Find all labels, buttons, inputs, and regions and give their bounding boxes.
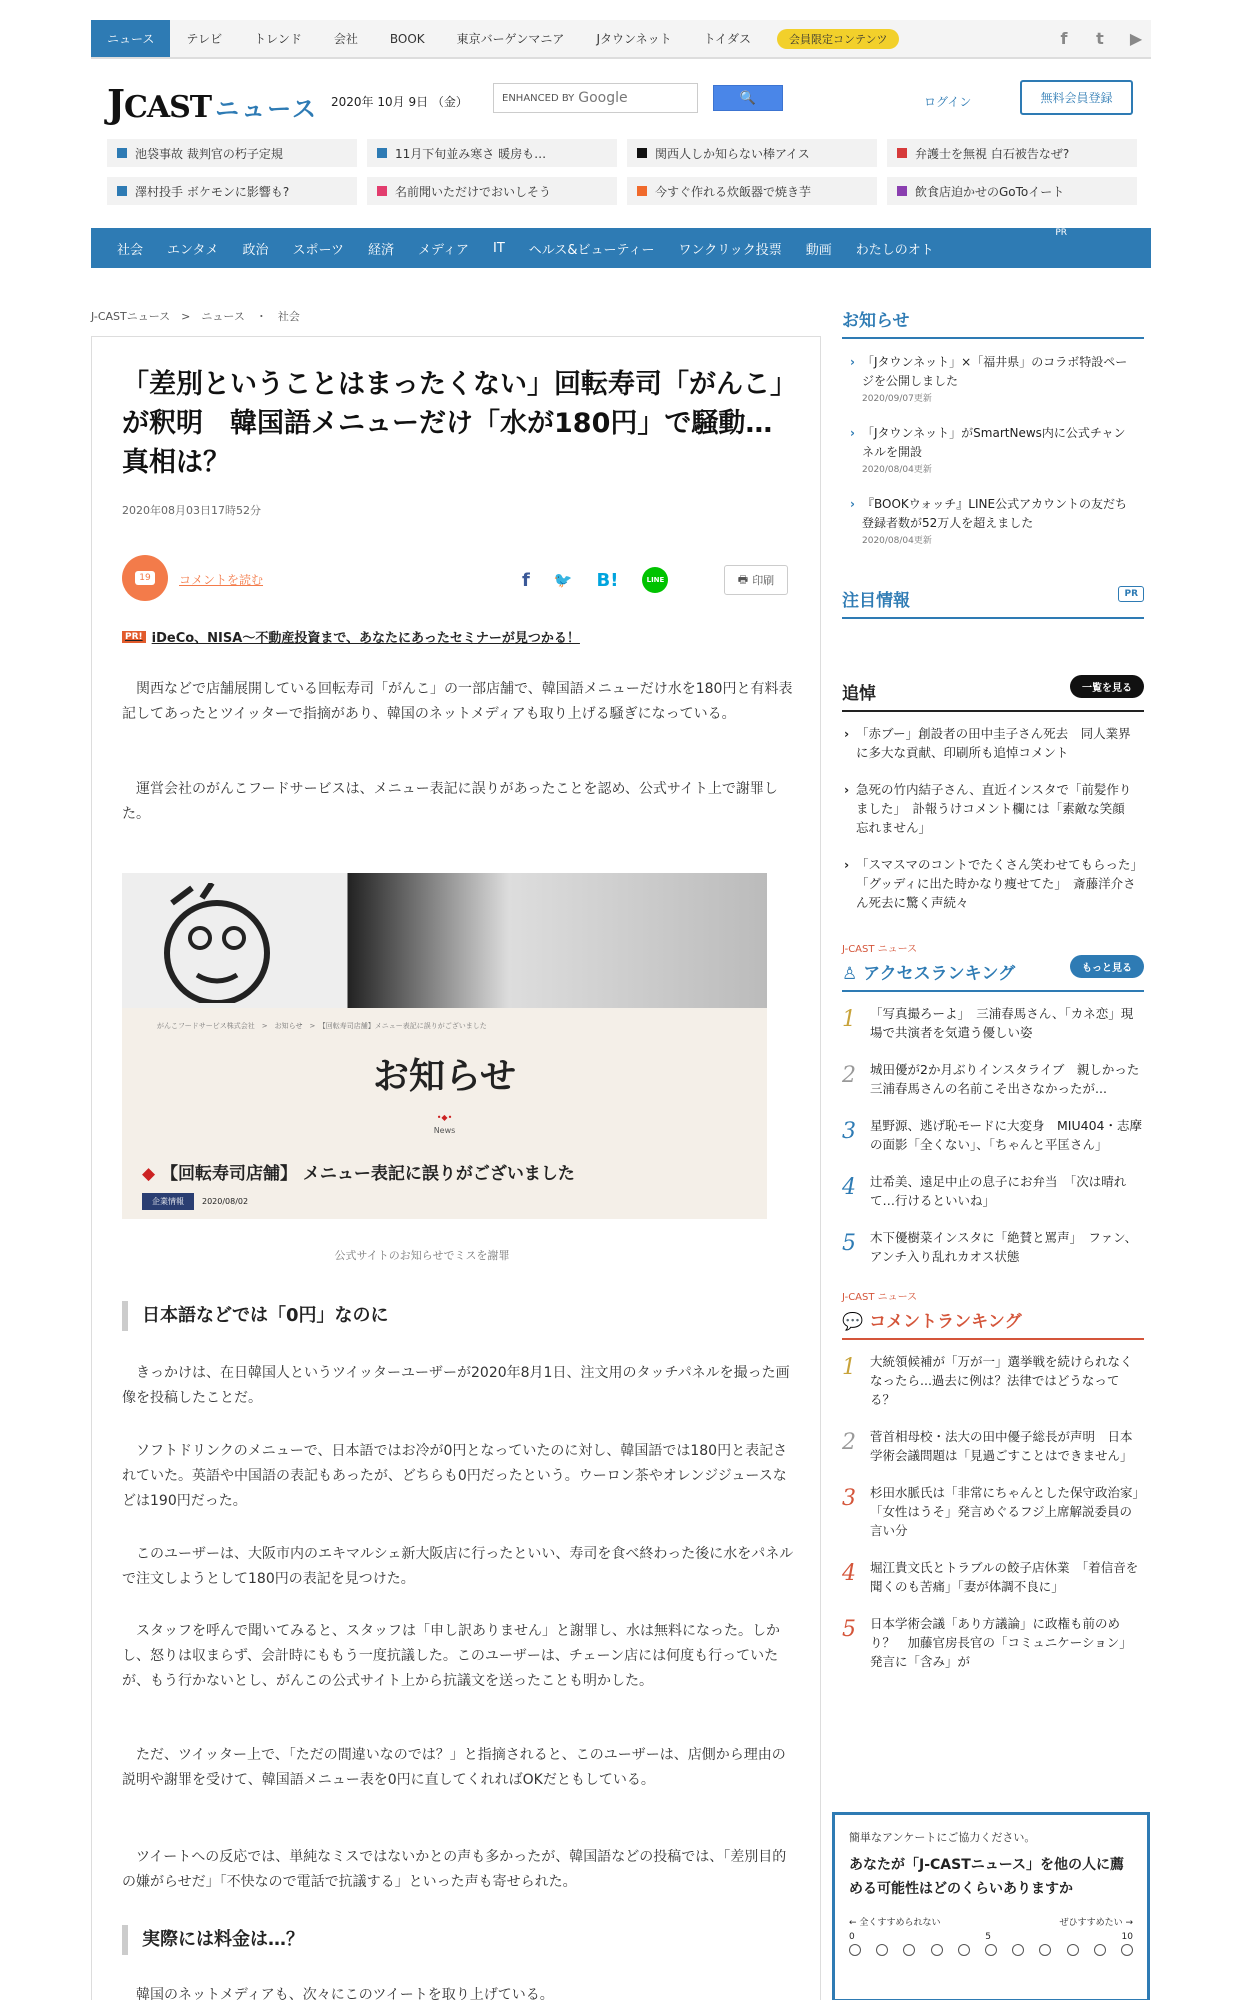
- paragraph-7: ただ、ツイッター上で、「ただの間違いなのでは？」と指摘されると、このユーザーは、店側から理由の説明や謝罪を受けて、韓国語メニュー表を0円に直してくれればOKだともしている。: [122, 1747, 786, 1788]
- access-ranking-list: [842, 1004, 1144, 1266]
- access-title: アクセスランキング: [863, 964, 1016, 984]
- category-5[interactable]: メディア: [418, 242, 469, 258]
- category-nav: [91, 228, 1151, 268]
- site-header: [91, 59, 1151, 139]
- read-comments-link[interactable]: コメントを読む: [179, 573, 264, 587]
- comments-rank-item[interactable]: [842, 1427, 1142, 1465]
- article-date: 2020年08月03日17時52分: [122, 504, 261, 517]
- hot-link-marker-icon: [117, 186, 127, 196]
- top-tab-2[interactable]: トレンド: [254, 32, 302, 46]
- hot-link-4[interactable]: [107, 177, 357, 205]
- notice-date: 2020/08/04更新: [862, 465, 932, 475]
- survey-high-label: ぜひすすめたい →: [1059, 1918, 1133, 1928]
- access-rank-item[interactable]: [842, 1172, 1142, 1210]
- hot-link-text: 関西人しか知らない棒アイス: [655, 146, 810, 161]
- rank-text: 「写真撮ろーよ」 三浦春馬さん、「カネ恋」現場で共演者を気遣う優しい姿: [870, 1006, 1134, 1040]
- featured-pr-badge: PR: [1118, 586, 1144, 602]
- logo-news: ニュース: [215, 95, 318, 123]
- search-input[interactable]: [493, 83, 698, 113]
- hot-link-text: 今すぐ作れる炊飯器で焼き芋: [655, 184, 812, 199]
- image-date: 2020/08/02: [202, 1197, 249, 1206]
- image-tag-row: [142, 1193, 248, 1210]
- survey-radio-3[interactable]: [931, 1944, 943, 1956]
- obituary-item[interactable]: › 「赤ブー」創設者の田中圭子さん死去 同人業界に多大な貢献、印刷所も追悼コメント: [842, 724, 1137, 762]
- survey-radio-5[interactable]: [985, 1944, 997, 1956]
- face-illustration: [142, 883, 292, 1003]
- notice-text: › 「Jタウンネット」×「福井県」のコラボ特設ページを公開しました: [852, 353, 1137, 391]
- notice-text: › 「Jタウンネット」がSmartNews内に公式チャンネルを開設: [852, 424, 1137, 462]
- top-tab-7[interactable]: トイダス: [703, 32, 752, 46]
- hot-link-marker-icon: [117, 148, 127, 158]
- rank-number: 1: [842, 1007, 856, 1032]
- social-links: [1055, 20, 1151, 57]
- image-category-tag: 企業情報: [142, 1193, 194, 1210]
- notice-date: 2020/08/04更新: [862, 536, 932, 546]
- category-9[interactable]: 動画: [805, 242, 832, 258]
- category-8[interactable]: ワンクリック投票: [678, 242, 782, 258]
- diamond-icon: ◆: [142, 1164, 156, 1184]
- survey-scale-labels: [849, 1915, 1133, 1928]
- top-tab-4[interactable]: BOOK: [389, 31, 425, 46]
- access-rank-item[interactable]: [842, 1116, 1142, 1154]
- rank-text: 菅首相母校・法大の田中優子総長が声明 日本学術会議問題は「見過ごすことはできません」: [870, 1429, 1133, 1463]
- access-more-button[interactable]: もっと見る: [1070, 955, 1144, 978]
- comments-rank-item[interactable]: [842, 1483, 1142, 1540]
- survey-0: 0: [849, 1932, 855, 1942]
- survey-box: [832, 1812, 1150, 2000]
- breadcrumb[interactable]: J-CASTニュース > ニュース ・ 社会: [91, 310, 300, 323]
- obituary-item[interactable]: › 「スマスマのコントでたくさん笑わせてもらった」「グッディに出た時かなり痩せてた」 斎藤洋介さん死去に驚く声続々: [842, 855, 1137, 912]
- rank-number: 1: [842, 1355, 856, 1380]
- rank-text: 堀江貴文氏とトラブルの餃子店休業 「着信音を聞くのも苦痛」「妻が体調不良に」: [870, 1560, 1139, 1594]
- paragraph-6: スタッフを呼んで聞いてみると、スタッフは「申し訳ありません」と謝罪し、水は無料になった。しかし、怒りは収まらず、会計時にももう一度抗議した。このユーザーは、チェーン店には何度も行っていたが、もう行かないとし、がんこの公式サイト上から抗議文を送ったことも明かした。: [122, 1623, 780, 1689]
- notice-text: › 『BOOKウォッチ』LINE公式アカウントの友だち登録者数が52万人を超えました: [852, 495, 1137, 533]
- twitter-icon[interactable]: t: [1096, 29, 1104, 48]
- google-label: Google: [578, 90, 628, 106]
- rank-text: 大統領候補が「万が一」選挙戦を続けられなくなったら...過去に例は？法律ではどうなってる？: [870, 1354, 1133, 1407]
- survey-radio-8[interactable]: [1067, 1944, 1079, 1956]
- hot-link-text: 池袋事故 裁判官の朽子定規: [135, 146, 283, 161]
- image-headline-text: 【回転寿司店舗】 メニュー表記に誤りがございました: [161, 1164, 575, 1184]
- image-news-label: News: [433, 1126, 456, 1135]
- rank-number: 5: [842, 1231, 856, 1256]
- hot-link-text: 名前聞いただけでおいしそう: [395, 184, 552, 199]
- subheading-1: 日本語などでは「0円」なのに: [122, 1301, 782, 1331]
- twitter-share-icon[interactable]: 🐦: [553, 571, 573, 589]
- rank-text: 杉田水脈氏は「非常にちゃんとした保守政治家」「女性はうそ」発言めぐるフジ上席解説委員の言い分: [870, 1485, 1139, 1538]
- hot-link-3[interactable]: [887, 139, 1137, 167]
- image-ornament: •◆•: [436, 1113, 453, 1122]
- facebook-icon[interactable]: f: [1060, 29, 1068, 48]
- rank-number: 4: [842, 1175, 856, 1200]
- survey-radio-2[interactable]: [903, 1944, 915, 1956]
- image-title: お知らせ: [373, 1055, 516, 1097]
- survey-intro: 簡単なアンケートにご協力ください。: [849, 1831, 1036, 1844]
- notice-item[interactable]: [842, 424, 1144, 475]
- paragraph-3: きっかけは、在日韓国人というツイッターユーザーが2020年8月1日、注文用のタッチパネルを撮った画像を投稿したことだ。: [122, 1365, 790, 1406]
- survey-radio-0[interactable]: [849, 1944, 861, 1956]
- image-breadcrumb: がんこフードサービス株式会社 > お知らせ > 【回転寿司店舗】メニュー表記に誤りがございました: [157, 1022, 487, 1030]
- comment-ranking-list: [842, 1352, 1144, 1671]
- paragraph-4: ソフトドリンクのメニューで、日本語ではお冷が0円となっていたのに対し、韓国語では180円と表記されていた。英語や中国語の表記もあったが、どちらも0円だったという。ウーロン茶やオレンジジュースなどは190円だった。: [122, 1443, 788, 1509]
- rank-number: 3: [842, 1119, 856, 1144]
- rank-text: 辻希美、遠足中止の息子にお弁当 「次は晴れて…行けるといいね」: [870, 1174, 1127, 1208]
- current-date: 2020年 10月 9日 （金）: [331, 95, 468, 109]
- pr-tag: PR!: [122, 631, 146, 643]
- logo-cast: CAST: [123, 90, 212, 125]
- obituary-list: [842, 724, 1144, 912]
- obituary-item[interactable]: › 急死の竹内結子さん、直近インスタで「前髪作りました」 訃報うけコメント欄には「素敵な笑顔 忘れません」: [842, 780, 1137, 837]
- login-link[interactable]: ログイン: [924, 95, 972, 109]
- survey-5: 5: [985, 1932, 991, 1942]
- rank-number: 5: [842, 1617, 856, 1642]
- category-0[interactable]: 社会: [117, 242, 144, 258]
- category-3[interactable]: スポーツ: [292, 242, 344, 258]
- sidebar: [842, 306, 1144, 1689]
- search-enhanced-label: ENHANCED BY: [502, 92, 575, 104]
- survey-low-label: ← 全くすすめられない: [849, 1918, 941, 1928]
- survey-radios: [849, 1944, 1133, 1956]
- survey-scale-numbers: [849, 1932, 1133, 1942]
- jcast-logo[interactable]: [107, 81, 318, 126]
- top-tab-6[interactable]: Jタウンネット: [596, 32, 672, 46]
- category-6[interactable]: IT: [492, 240, 505, 256]
- comment-bubble-icon: 💬: [842, 1312, 864, 1332]
- hot-link-2[interactable]: [627, 139, 877, 167]
- hot-link-5[interactable]: [367, 177, 617, 205]
- comment-count: 19: [135, 571, 154, 585]
- survey-10: 10: [1121, 1932, 1133, 1942]
- hot-link-marker-icon: [897, 148, 907, 158]
- notice-list: [842, 353, 1144, 546]
- facebook-share-icon[interactable]: f: [522, 569, 530, 591]
- hot-link-marker-icon: [897, 186, 907, 196]
- access-ranking-heading: [842, 959, 1144, 992]
- comments-rank-item[interactable]: [842, 1614, 1142, 1671]
- obituary-heading: [842, 679, 1144, 712]
- top-tab-1[interactable]: テレビ: [186, 32, 223, 46]
- rank-number: 3: [842, 1486, 856, 1511]
- top-tab-3[interactable]: 会社: [333, 32, 358, 46]
- article-title: 「差別ということはまったくない」回転寿司「がんこ」が釈明 韓国語メニューだけ「水が180円」で騒動…真相は？: [122, 369, 784, 478]
- rank-text: 木下優樹菜インスタに「絶賛と罵声」 ファン、アンチ入り乱れカオス状態: [870, 1230, 1138, 1264]
- notice-item[interactable]: [842, 495, 1144, 546]
- logo-j: J: [107, 81, 124, 126]
- category-7[interactable]: ヘルス&ビューティー: [528, 242, 655, 258]
- obituary-title: 追悼: [842, 684, 876, 704]
- survey-question: あなたが「J-CASTニュース」を他の人に薦める可能性はどのくらいありますか: [849, 1857, 1125, 1897]
- notice-heading: お知らせ: [842, 306, 1144, 339]
- ranking-icon: ♙: [842, 964, 858, 984]
- register-button[interactable]: 無料会員登録: [1020, 80, 1133, 115]
- print-label: 印刷: [752, 574, 775, 587]
- paragraph-9: 韓国のネットメディアも、次々にこのツイートを取り上げている。: [136, 1987, 554, 2000]
- catnav-pr: PR: [1055, 228, 1067, 238]
- notice-item[interactable]: [842, 353, 1144, 404]
- article: [91, 336, 821, 2000]
- pr-link[interactable]: [122, 627, 580, 646]
- notice-date: 2020/09/07更新: [862, 394, 932, 404]
- youtube-icon[interactable]: ▶: [1129, 29, 1143, 48]
- hatena-share-icon[interactable]: B!: [596, 569, 619, 591]
- rank-number: 4: [842, 1561, 856, 1586]
- hot-link-text: 澤村投手 ボケモンに影響も?: [135, 184, 290, 199]
- comment-title: コメントランキング: [869, 1312, 1022, 1332]
- rank-text: 星野源、逃げ恥モードに大変身 MIU404・志摩の面影「全くない」、「ちゃんと平匡さん」: [870, 1118, 1142, 1152]
- paragraph-2: 運営会社のがんこフードサービスは、メニュー表記に誤りがあったことを認め、公式サイト上で謝罪した。: [122, 781, 778, 822]
- article-image: [122, 873, 767, 1219]
- access-rank-item[interactable]: [842, 1004, 1142, 1042]
- rank-number: 2: [842, 1430, 856, 1455]
- hot-link-text: 弁護士を無視 白石被告なぜ?: [915, 146, 1070, 161]
- paragraph-5: このユーザーは、大阪市内のエキマルシェ新大阪店に行ったといい、寿司を食べ終わった後に水をパネルで注文しようとして180円の表記を見つけた。: [122, 1546, 794, 1587]
- hot-link-marker-icon: [377, 148, 387, 158]
- search-icon: 🔍: [739, 90, 757, 106]
- rank-text: 城田優が2か月ぶりインスタライブ 親しかった三浦春馬さんの名前こそ出さなかったが...: [870, 1062, 1140, 1096]
- line-share-icon[interactable]: LINE: [642, 567, 668, 593]
- comments-rank-item[interactable]: [842, 1352, 1142, 1409]
- rank-text: 日本学術会議「あり方議論」に政権も前のめり？ 加藤官房長官の「コミュニケーション」発言に「含み」が: [870, 1616, 1132, 1669]
- hot-link-marker-icon: [637, 148, 647, 158]
- hot-link-text: 11月下旬並み寒さ 暖房も…: [395, 146, 547, 161]
- hot-link-0[interactable]: [107, 139, 357, 167]
- search-button[interactable]: [713, 85, 783, 111]
- members-content-tab[interactable]: 会員限定コンテンツ: [777, 29, 899, 49]
- subheading-2: 実際には料金は…？: [122, 1925, 782, 1955]
- access-small-label: J-CAST ニュース: [842, 944, 918, 955]
- share-buttons: [522, 567, 668, 593]
- survey-radio-6[interactable]: [1012, 1944, 1024, 1956]
- comment-small-label: J-CAST ニュース: [842, 1292, 918, 1303]
- top-tab-0[interactable]: ニュース: [91, 20, 170, 57]
- printer-icon: 🖶: [737, 572, 749, 586]
- hot-links: [91, 139, 1151, 205]
- image-headline: [142, 1159, 575, 1184]
- paragraph-1: 関西などで店舗展開している回転寿司「がんこ」の一部店舗で、韓国語メニューだけ水を180円と有料表記してあったとツイッターで指摘があり、韓国のネットメディアも取り上げる騒ぎになっている。: [122, 681, 793, 722]
- category-10[interactable]: わたしのオト: [855, 242, 934, 258]
- featured-title: 注目情報: [842, 591, 910, 611]
- access-rank-item[interactable]: [842, 1228, 1142, 1266]
- hot-link-1[interactable]: [367, 139, 617, 167]
- access-rank-item[interactable]: [842, 1060, 1142, 1098]
- hot-link-6[interactable]: [627, 177, 877, 205]
- comments-rank-item[interactable]: [842, 1558, 1142, 1596]
- category-1[interactable]: エンタメ: [167, 242, 219, 258]
- hot-link-marker-icon: [377, 186, 387, 196]
- survey-radio-9[interactable]: [1094, 1944, 1106, 1956]
- comment-ranking-heading: [842, 1307, 1144, 1340]
- image-caption: 公式サイトのお知らせでミスを謝罪: [334, 1249, 510, 1262]
- hot-link-marker-icon: [637, 186, 647, 196]
- survey-radio-10[interactable]: [1121, 1944, 1133, 1956]
- comment-count-icon[interactable]: [122, 555, 168, 601]
- featured-heading: [842, 586, 1144, 619]
- top-tabs: [91, 20, 1151, 59]
- print-button[interactable]: [724, 565, 788, 595]
- survey-radio-7[interactable]: [1039, 1944, 1051, 1956]
- survey-radio-4[interactable]: [958, 1944, 970, 1956]
- category-4[interactable]: 経済: [368, 242, 395, 258]
- pr-text: iDeCo、NISA～不動産投資まで、あなたにあったセミナーが見つかる！: [151, 631, 580, 646]
- obituary-more-button[interactable]: 一覧を見る: [1070, 675, 1144, 698]
- hot-link-text: 飲食店迫かせのGoToイート: [915, 184, 1065, 199]
- paragraph-8: ツイートへの反応では、単純なミスではないかとの声も多かったが、韓国語などの投稿では、「差別目的の嫌がらせだ」「不快なので電話で抗議する」といった声も寄せられた。: [122, 1849, 787, 1890]
- survey-radio-1[interactable]: [876, 1944, 888, 1956]
- rank-number: 2: [842, 1063, 856, 1088]
- top-tab-5[interactable]: 東京バーゲンマニア: [456, 32, 565, 46]
- category-2[interactable]: 政治: [242, 242, 269, 258]
- hot-link-7[interactable]: [887, 177, 1137, 205]
